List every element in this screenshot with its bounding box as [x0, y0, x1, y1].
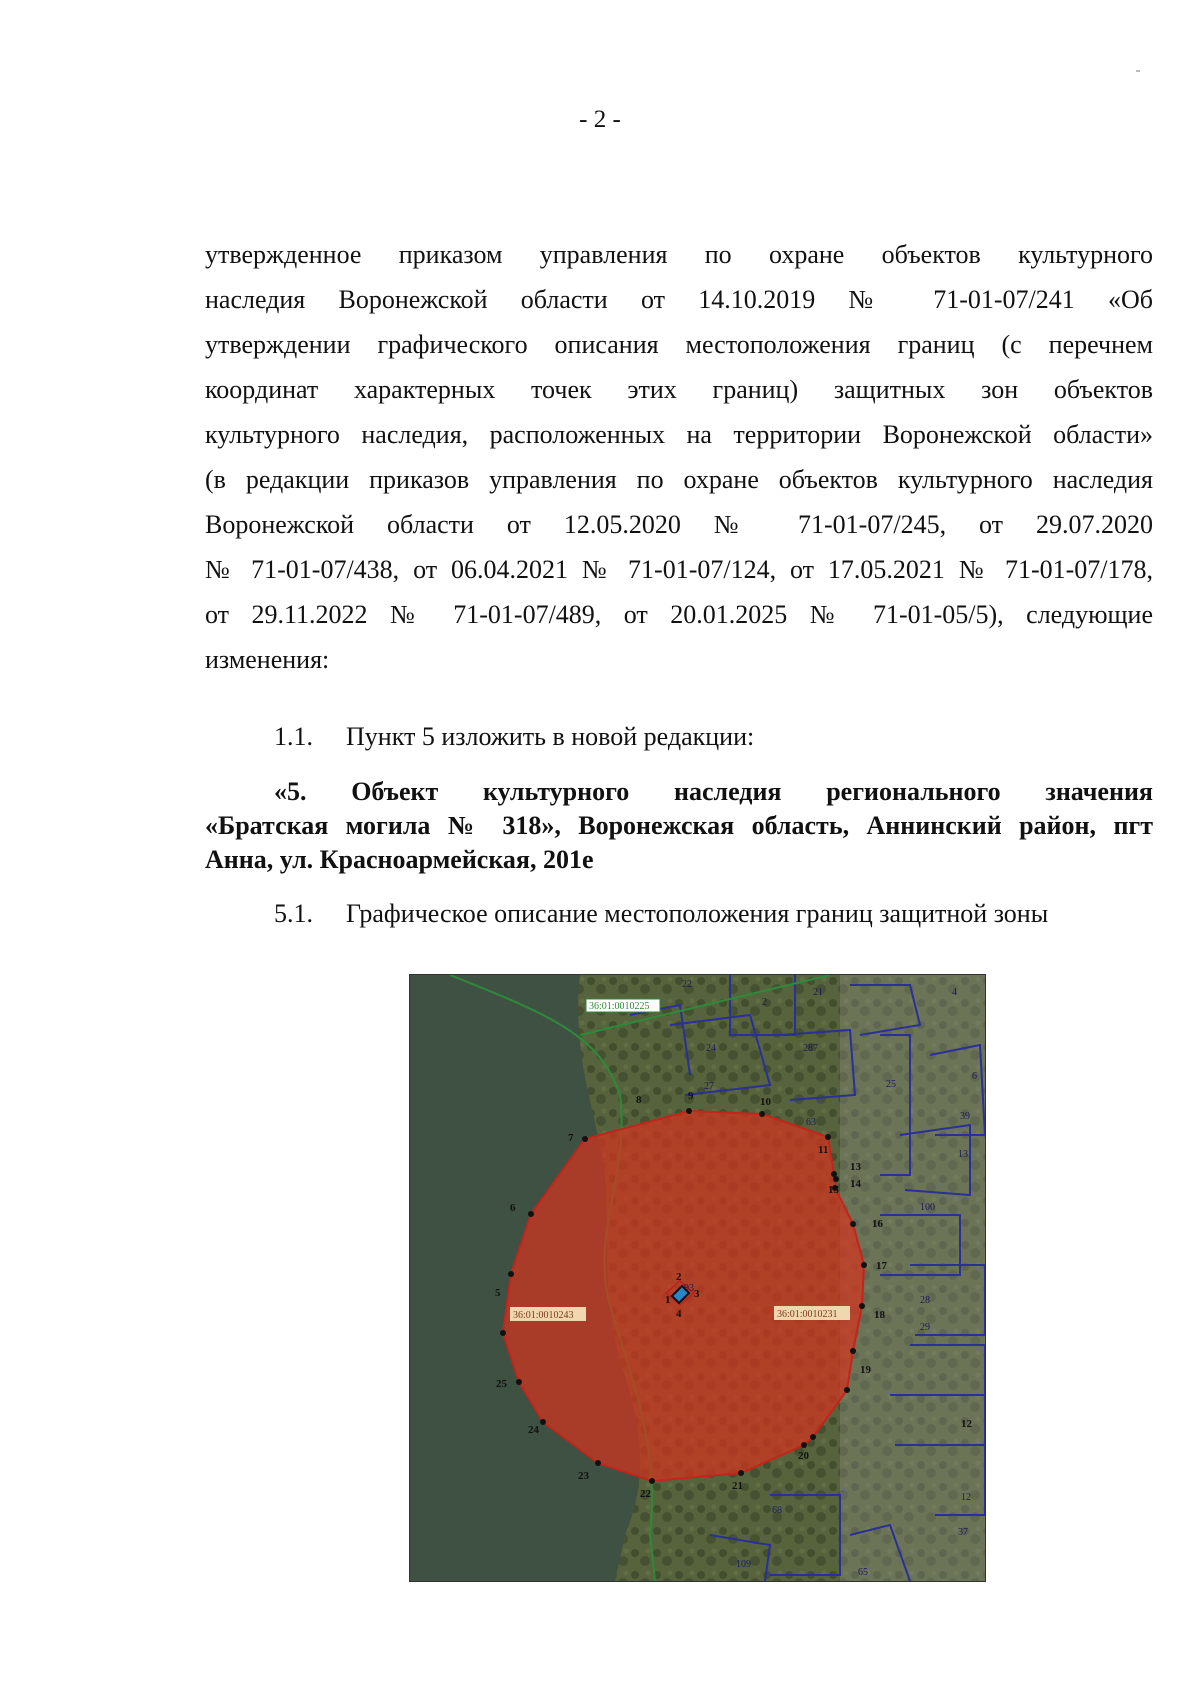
parcel-label: 28	[920, 1295, 930, 1306]
point-label: 6	[510, 1202, 516, 1214]
paragraph-line: (в редакции приказов управления по охране объектов культурного наследия	[205, 465, 1153, 494]
point-label: 15	[828, 1184, 839, 1196]
parcel-label: 63	[806, 1117, 816, 1128]
paragraph-line: утверждении графического описания местоположения границ (с перечнем	[205, 330, 1153, 359]
point-label: 17	[876, 1260, 887, 1272]
point-label: 22	[640, 1488, 651, 1500]
point-label: 2	[676, 1271, 682, 1283]
item-text: Графическое описание местоположения границ защитной зоны	[346, 899, 1049, 928]
cadastral-label: 36:01:0010243	[513, 1310, 574, 1321]
parcel-label: 65	[858, 1567, 868, 1578]
item-text: Пункт 5 изложить в новой редакции:	[346, 722, 755, 751]
parcel-label: 29	[920, 1322, 930, 1333]
map-graphic	[410, 975, 985, 1581]
point-label: 11	[818, 1144, 829, 1156]
parcel-label: 93	[684, 1283, 694, 1294]
point-label: 4	[676, 1308, 682, 1320]
item-number: 5.1.	[274, 899, 313, 928]
parcel-label: 37	[958, 1527, 968, 1538]
paragraph-line: наследия Воронежской области от 14.10.2019 № 71-01-07/241 «Об	[205, 285, 1153, 314]
item-1-1	[274, 722, 754, 752]
paragraph-line: Воронежской области от 12.05.2020 № 71-01-07/245, от 29.07.2020	[205, 510, 1153, 539]
paragraph-line: от 29.11.2022 № 71-01-07/489, от 20.01.2025 № 71-01-05/5), следующие	[205, 600, 1153, 629]
point-label: 24	[528, 1424, 539, 1436]
point-label: 3	[694, 1288, 700, 1300]
parcel-label: 25	[886, 1079, 896, 1090]
parcel-label: 27	[704, 1081, 714, 1092]
parcel-label: 12	[961, 1492, 971, 1503]
point-label: 13	[850, 1161, 861, 1173]
paragraph-line: № 71-01-07/438, от 06.04.2021 № 71-01-07/124, от 17.05.2021 № 71-01-07/178,	[205, 555, 1153, 584]
point-label: 14	[850, 1178, 861, 1190]
cadastral-label: 36:01:0010225	[589, 1001, 650, 1012]
section-5-heading	[205, 775, 1153, 877]
parcel-label: 4	[952, 987, 957, 998]
point-label: 5	[495, 1287, 501, 1299]
point-label: 1	[665, 1294, 671, 1306]
point-label: 10	[760, 1096, 771, 1108]
parcel-label: 24	[706, 1043, 716, 1054]
paragraph-line: координат характерных точек этих границ) защитных зон объектов	[205, 375, 1153, 404]
cadastral-label: 36:01:0010231	[777, 1309, 838, 1320]
parcel-label: 39	[960, 1111, 970, 1122]
point-label: 21	[732, 1480, 743, 1492]
parcel-label: 2	[762, 997, 767, 1008]
point-label: 25	[496, 1378, 507, 1390]
parcel-label: 6	[972, 1071, 977, 1082]
parcel-label: 22	[682, 979, 692, 990]
protective-zone-map	[409, 974, 986, 1582]
heading-line: Анна, ул. Красноармейская, 201е	[205, 845, 594, 874]
point-label: 12	[961, 1418, 972, 1430]
point-label: 20	[798, 1450, 809, 1462]
item-number: 1.1.	[274, 722, 313, 751]
parcel-label: 13	[958, 1149, 968, 1160]
heading-line: «Братская могила № 318», Воронежская область, Аннинский район, пгт	[205, 811, 1153, 840]
scan-artifact	[1136, 70, 1140, 72]
paragraph-line: культурного наследия, расположенных на территории Воронежской области»	[205, 420, 1153, 449]
page-number: - 2 -	[579, 106, 621, 133]
point-label: 16	[872, 1218, 883, 1230]
point-label: 9	[688, 1090, 694, 1102]
point-label: 8	[636, 1094, 642, 1106]
parcel-label: 68	[772, 1505, 782, 1516]
parcel-label: 287	[803, 1043, 818, 1054]
parcel-label: 109	[736, 1559, 751, 1570]
amendment-paragraph	[205, 232, 1153, 682]
parcel-label: 100	[920, 1202, 935, 1213]
point-label: 19	[860, 1364, 871, 1376]
parcel-label: 21	[813, 987, 823, 998]
point-label: 7	[568, 1132, 574, 1144]
heading-line: «5. Объект культурного наследия регионального значения	[274, 777, 1153, 806]
paragraph-line: утвержденное приказом управления по охране объектов культурного	[205, 240, 1153, 269]
paragraph-line: изменения:	[205, 645, 330, 674]
point-label: 18	[874, 1309, 885, 1321]
point-label: 23	[578, 1470, 589, 1482]
item-5-1	[274, 899, 1048, 929]
